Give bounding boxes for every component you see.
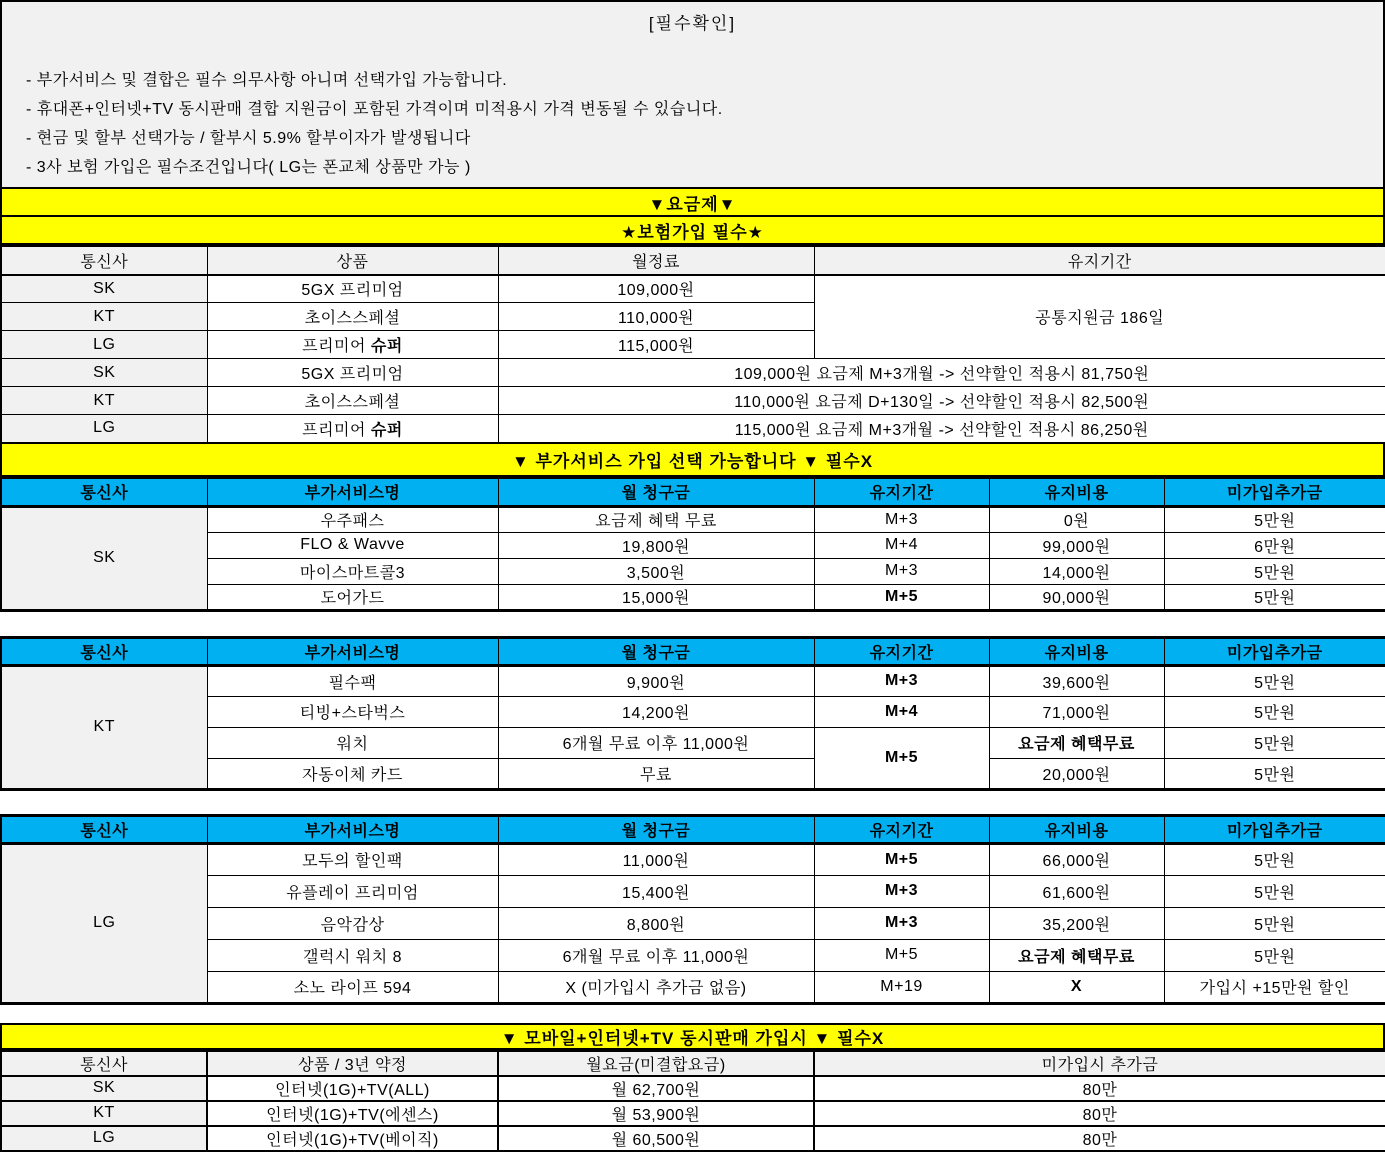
charge-cell: 3,500원	[498, 558, 814, 584]
col-header-monthly-fee: 월요금(미결합요금)	[498, 1051, 814, 1076]
penalty-cell: 80만	[814, 1126, 1385, 1151]
charge-cell: 15,400원	[498, 875, 814, 907]
charge-cell: 6개월 무료 이후 11,000원	[498, 727, 814, 758]
notice-title: [필수확인]	[648, 14, 737, 33]
product-cell: 초이스스페셜	[207, 387, 498, 415]
cost-cell: 90,000원	[989, 584, 1164, 610]
product-cell	[207, 415, 498, 443]
section-gap	[0, 1005, 1385, 1023]
cost-cell: X	[989, 971, 1164, 1003]
sk-addon-table	[0, 478, 1385, 612]
fee-cell: 110,000원	[498, 303, 814, 331]
product-name: 프리미어	[302, 421, 371, 439]
table-row	[1, 1126, 1385, 1151]
fee-cell: 115,000원	[498, 331, 814, 359]
product-name-bold: 슈퍼	[370, 338, 403, 355]
product-cell: 인터넷(1G)+TV(에센스)	[207, 1101, 498, 1126]
col-header-penalty: 미가입추가금	[1164, 478, 1385, 506]
notice-line: - 휴대폰+인터넷+TV 동시판매 결합 지원금이 포함된 가격이며 미적용시 가격 변동될 수 있습니다.	[26, 101, 723, 118]
retention-note-cell: 공통지원금 186일	[814, 275, 1385, 359]
carrier-cell: LG	[1, 1126, 207, 1151]
product-name-bold: 슈퍼	[370, 421, 403, 439]
cost-cell: 61,600원	[989, 875, 1164, 907]
carrier-cell: SK	[1, 359, 207, 387]
notice-box	[0, 0, 1385, 189]
penalty-cell: 5만원	[1164, 584, 1385, 610]
charge-cell: 14,200원	[498, 696, 814, 727]
cost-cell: 요금제 혜택무료	[989, 727, 1164, 758]
penalty-cell: 5만원	[1164, 665, 1385, 696]
table-row	[1, 727, 1385, 758]
fee-cell: 월 60,500원	[498, 1126, 814, 1151]
addon-name-cell: 마이스마트콜3	[207, 558, 498, 584]
col-header-addon-name: 부가서비스명	[207, 815, 498, 843]
penalty-cell: 5만원	[1164, 696, 1385, 727]
col-header-carrier: 통신사	[1, 478, 207, 506]
notice-line: - 현금 및 할부 선택가능 / 할부시 5.9% 할부이자가 발생됩니다	[26, 130, 471, 147]
product-cell: 5GX 프리미엄	[207, 275, 498, 303]
discount-detail-cell: 115,000원 요금제 M+3개월 -> 선약할인 적용시 86,250원	[498, 415, 1385, 443]
bundle-table	[0, 1050, 1385, 1152]
penalty-cell: 6만원	[1164, 532, 1385, 558]
penalty-cell: 5만원	[1164, 843, 1385, 875]
carrier-cell: LG	[1, 331, 207, 359]
addon-name-cell: 음악감상	[207, 907, 498, 939]
carrier-cell: SK	[1, 1076, 207, 1101]
col-header-monthly-charge: 월 청구금	[498, 637, 814, 665]
cost-cell: 39,600원	[989, 665, 1164, 696]
col-header-penalty: 미가입추가금	[1164, 637, 1385, 665]
product-cell: 인터넷(1G)+TV(ALL)	[207, 1076, 498, 1101]
carrier-cell: KT	[1, 387, 207, 415]
cost-cell: 요금제 혜택무료	[989, 939, 1164, 971]
addon-name-cell: 소노 라이프 594	[207, 971, 498, 1003]
insurance-table	[0, 246, 1385, 444]
header-row	[1, 637, 1385, 665]
col-header-carrier: 통신사	[1, 815, 207, 843]
col-header-fee: 월정료	[498, 247, 814, 275]
header-row	[1, 815, 1385, 843]
banner-bundle: ▼ 모바일+인터넷+TV 동시판매 가입시 ▼ 필수X	[0, 1023, 1385, 1050]
col-header-retention: 유지기간	[814, 247, 1385, 275]
col-header-penalty: 미가입추가금	[1164, 815, 1385, 843]
addon-name-cell: FLO & Wavve	[207, 532, 498, 558]
charge-cell: 19,800원	[498, 532, 814, 558]
carrier-cell: LG	[1, 843, 207, 1003]
addon-name-cell: 티빙+스타벅스	[207, 696, 498, 727]
carrier-cell: KT	[1, 303, 207, 331]
charge-cell: X (미가입시 추가금 없음)	[498, 971, 814, 1003]
addon-name-cell: 모두의 할인팩	[207, 843, 498, 875]
header-row	[1, 478, 1385, 506]
period-cell: M+3	[814, 875, 989, 907]
carrier-cell: SK	[1, 506, 207, 610]
product-cell: 인터넷(1G)+TV(베이직)	[207, 1126, 498, 1151]
table-row	[1, 359, 1385, 387]
col-header-carrier: 통신사	[1, 247, 207, 275]
product-cell	[207, 331, 498, 359]
penalty-cell: 5만원	[1164, 758, 1385, 789]
col-header-addon-name: 부가서비스명	[207, 478, 498, 506]
carrier-cell: SK	[1, 275, 207, 303]
charge-cell: 6개월 무료 이후 11,000원	[498, 939, 814, 971]
product-cell: 5GX 프리미엄	[207, 359, 498, 387]
period-cell: M+3	[814, 907, 989, 939]
period-cell: M+3	[814, 558, 989, 584]
col-header-monthly-charge: 월 청구금	[498, 478, 814, 506]
penalty-cell: 5만원	[1164, 727, 1385, 758]
addon-name-cell: 도어가드	[207, 584, 498, 610]
charge-cell: 무료	[498, 758, 814, 789]
penalty-cell: 5만원	[1164, 939, 1385, 971]
col-header-retention-period: 유지기간	[814, 478, 989, 506]
penalty-cell: 5만원	[1164, 875, 1385, 907]
carrier-cell: KT	[1, 665, 207, 789]
lg-addon-table	[0, 814, 1385, 1005]
table-row	[1, 758, 1385, 789]
header-row	[1, 247, 1385, 275]
banner-addon: ▼ 부가서비스 가입 선택 가능합니다 ▼ 필수X	[0, 444, 1385, 478]
col-header-product: 상품	[207, 247, 498, 275]
addon-name-cell: 필수팩	[207, 665, 498, 696]
penalty-cell: 80만	[814, 1076, 1385, 1101]
table-row	[1, 696, 1385, 727]
col-header-retention-cost: 유지비용	[989, 637, 1164, 665]
col-header-retention-period: 유지기간	[814, 637, 989, 665]
carrier-cell: LG	[1, 415, 207, 443]
penalty-cell: 가입시 +15만원 할인	[1164, 971, 1385, 1003]
table-row	[1, 532, 1385, 558]
period-cell: M+4	[814, 696, 989, 727]
table-row	[1, 1101, 1385, 1126]
period-cell: M+5	[814, 727, 989, 789]
penalty-cell: 80만	[814, 1101, 1385, 1126]
banner-rate-plan: ▼요금제▼	[0, 189, 1385, 217]
col-header-carrier: 통신사	[1, 1051, 207, 1076]
col-header-retention-period: 유지기간	[814, 815, 989, 843]
table-row	[1, 415, 1385, 443]
table-row	[1, 843, 1385, 875]
period-cell: M+5	[814, 584, 989, 610]
notice-line: - 3사 보험 가입은 필수조건입니다( LG는 폰교체 상품만 가능 )	[26, 159, 471, 176]
charge-cell: 11,000원	[498, 843, 814, 875]
period-cell: M+19	[814, 971, 989, 1003]
banner-insurance-required: ★보험가입 필수★	[0, 217, 1385, 246]
carrier-cell: KT	[1, 1101, 207, 1126]
section-gap	[0, 612, 1385, 636]
penalty-cell: 5만원	[1164, 506, 1385, 532]
addon-name-cell: 워치	[207, 727, 498, 758]
col-header-retention-cost: 유지비용	[989, 815, 1164, 843]
header-row	[1, 1051, 1385, 1076]
cost-cell: 99,000원	[989, 532, 1164, 558]
penalty-cell: 5만원	[1164, 907, 1385, 939]
fee-cell: 109,000원	[498, 275, 814, 303]
table-row	[1, 939, 1385, 971]
product-name: 프리미어	[302, 338, 371, 355]
charge-cell: 요금제 혜택 무료	[498, 506, 814, 532]
table-row	[1, 584, 1385, 610]
charge-cell: 9,900원	[498, 665, 814, 696]
table-row	[1, 387, 1385, 415]
period-cell: M+3	[814, 506, 989, 532]
charge-cell: 15,000원	[498, 584, 814, 610]
table-row	[1, 558, 1385, 584]
col-header-addon-name: 부가서비스명	[207, 637, 498, 665]
table-row	[1, 1076, 1385, 1101]
addon-name-cell: 유플레이 프리미엄	[207, 875, 498, 907]
cost-cell: 0원	[989, 506, 1164, 532]
section-gap	[0, 791, 1385, 814]
table-row	[1, 506, 1385, 532]
table-row	[1, 275, 1385, 303]
period-cell: M+5	[814, 843, 989, 875]
cost-cell: 20,000원	[989, 758, 1164, 789]
col-header-penalty: 미가입시 추가금	[814, 1051, 1385, 1076]
table-row	[1, 875, 1385, 907]
addon-name-cell: 우주패스	[207, 506, 498, 532]
col-header-product: 상품 / 3년 약정	[207, 1051, 498, 1076]
notice-line: - 부가서비스 및 결합은 필수 의무사항 아니며 선택가입 가능합니다.	[26, 72, 508, 89]
cost-cell: 71,000원	[989, 696, 1164, 727]
period-cell: M+3	[814, 665, 989, 696]
penalty-cell: 5만원	[1164, 558, 1385, 584]
cost-cell: 66,000원	[989, 843, 1164, 875]
fee-cell: 월 53,900원	[498, 1101, 814, 1126]
col-header-carrier: 통신사	[1, 637, 207, 665]
addon-name-cell: 자동이체 카드	[207, 758, 498, 789]
table-row	[1, 665, 1385, 696]
col-header-retention-cost: 유지비용	[989, 478, 1164, 506]
discount-detail-cell: 109,000원 요금제 M+3개월 -> 선약할인 적용시 81,750원	[498, 359, 1385, 387]
fee-cell: 월 62,700원	[498, 1076, 814, 1101]
discount-detail-cell: 110,000원 요금제 D+130일 -> 선약할인 적용시 82,500원	[498, 387, 1385, 415]
cost-cell: 14,000원	[989, 558, 1164, 584]
period-cell: M+5	[814, 939, 989, 971]
cost-cell: 35,200원	[989, 907, 1164, 939]
notice-lines	[2, 66, 1383, 182]
period-cell: M+4	[814, 532, 989, 558]
kt-addon-table	[0, 636, 1385, 791]
charge-cell: 8,800원	[498, 907, 814, 939]
addon-name-cell: 갤럭시 워치 8	[207, 939, 498, 971]
col-header-monthly-charge: 월 청구금	[498, 815, 814, 843]
table-row	[1, 971, 1385, 1003]
product-cell: 초이스스페셜	[207, 303, 498, 331]
table-row	[1, 907, 1385, 939]
